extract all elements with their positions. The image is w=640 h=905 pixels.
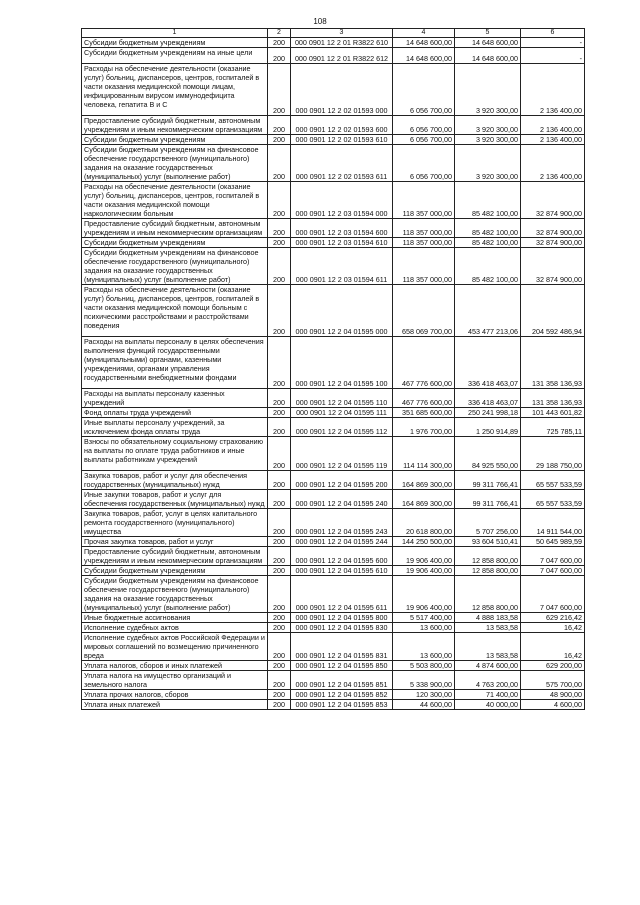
row-code: 200 bbox=[268, 613, 291, 623]
row-code: 200 bbox=[268, 116, 291, 135]
row-name: Расходы на выплаты персоналу в целях обеспечения выполнения функций государственными (муниципальными) органами, казенными учреждениями, органами управления государственными внебюджетными фондами bbox=[82, 337, 268, 389]
row-name: Предоставление субсидий бюджетным, автономным учреждениям и иным некоммерческим организациям bbox=[82, 547, 268, 566]
row-executed-amount: 85 482 100,00 bbox=[455, 219, 521, 238]
row-code: 200 bbox=[268, 408, 291, 418]
row-budget-code: 000 0901 12 2 04 01595 111 bbox=[291, 408, 393, 418]
row-unexecuted-amount: 7 047 600,00 bbox=[521, 576, 585, 613]
table-row bbox=[82, 576, 585, 613]
row-name: Взносы по обязательному социальному страхованию на выплаты по оплате труда работников и иные выплаты работникам учреждений bbox=[82, 437, 268, 471]
row-name: Субсидии бюджетным учреждениям bbox=[82, 38, 268, 48]
row-name: Субсидии бюджетным учреждениям bbox=[82, 135, 268, 145]
row-executed-amount: 3 920 300,00 bbox=[455, 64, 521, 116]
row-code: 200 bbox=[268, 145, 291, 182]
row-budget-code: 000 0901 12 2 02 01593 000 bbox=[291, 64, 393, 116]
table-row bbox=[82, 537, 585, 547]
row-executed-amount: 4 888 183,58 bbox=[455, 613, 521, 623]
row-name: Субсидии бюджетным учреждениям на финансовое обеспечение государственного (муниципального) задания на оказание государственных (муниципальных) услуг (выполнение работ) bbox=[82, 248, 268, 285]
table-row bbox=[82, 219, 585, 238]
column-header: 1 bbox=[82, 29, 268, 38]
table-row bbox=[82, 700, 585, 710]
table-row bbox=[82, 337, 585, 389]
column-header: 4 bbox=[393, 29, 455, 38]
row-code: 200 bbox=[268, 285, 291, 337]
row-budget-code: 000 0901 12 2 04 01595 610 bbox=[291, 566, 393, 576]
row-planned-amount: 118 357 000,00 bbox=[393, 238, 455, 248]
row-budget-code: 000 0901 12 2 03 01594 600 bbox=[291, 219, 393, 238]
row-budget-code: 000 0901 12 2 04 01595 240 bbox=[291, 490, 393, 509]
row-executed-amount: 3 920 300,00 bbox=[455, 145, 521, 182]
row-name: Расходы на обеспечение деятельности (оказание услуг) больниц, диспансеров, центров, госпиталей в части оказания медицинской помощи больным с психическими расстройствами и расстройствами поведения bbox=[82, 285, 268, 337]
row-planned-amount: 20 618 800,00 bbox=[393, 509, 455, 537]
row-unexecuted-amount: 16,42 bbox=[521, 633, 585, 661]
row-budget-code: 000 0901 12 2 04 01595 244 bbox=[291, 537, 393, 547]
row-planned-amount: 19 906 400,00 bbox=[393, 576, 455, 613]
row-planned-amount: 118 357 000,00 bbox=[393, 248, 455, 285]
table-row bbox=[82, 661, 585, 671]
row-budget-code: 000 0901 12 2 04 01595 100 bbox=[291, 337, 393, 389]
row-name: Иные бюджетные ассигнования bbox=[82, 613, 268, 623]
row-planned-amount: 13 600,00 bbox=[393, 633, 455, 661]
row-executed-amount: 93 604 510,41 bbox=[455, 537, 521, 547]
row-budget-code: 000 0901 12 2 01 R3822 612 bbox=[291, 48, 393, 64]
row-executed-amount: 40 000,00 bbox=[455, 700, 521, 710]
row-name: Субсидии бюджетным учреждениям bbox=[82, 238, 268, 248]
row-unexecuted-amount: 2 136 400,00 bbox=[521, 116, 585, 135]
table-row bbox=[82, 285, 585, 337]
row-name: Фонд оплаты труда учреждений bbox=[82, 408, 268, 418]
row-budget-code: 000 0901 12 2 04 01595 800 bbox=[291, 613, 393, 623]
budget-execution-table bbox=[81, 28, 585, 710]
row-unexecuted-amount: 101 443 601,82 bbox=[521, 408, 585, 418]
row-planned-amount: 467 776 600,00 bbox=[393, 337, 455, 389]
page-number: 108 bbox=[313, 17, 327, 26]
row-unexecuted-amount: 7 047 600,00 bbox=[521, 566, 585, 576]
column-number-row bbox=[82, 29, 585, 38]
row-executed-amount: 12 858 800,00 bbox=[455, 547, 521, 566]
row-executed-amount: 3 920 300,00 bbox=[455, 135, 521, 145]
row-budget-code: 000 0901 12 2 04 01595 850 bbox=[291, 661, 393, 671]
row-unexecuted-amount: 7 047 600,00 bbox=[521, 547, 585, 566]
row-budget-code: 000 0901 12 2 03 01594 610 bbox=[291, 238, 393, 248]
row-name: Субсидии бюджетным учреждениям на финансовое обеспечение государственного (муниципального) задания на оказание государственных (муниципальных) услуг (выполнение работ) bbox=[82, 576, 268, 613]
row-planned-amount: 658 069 700,00 bbox=[393, 285, 455, 337]
row-code: 200 bbox=[268, 389, 291, 408]
row-code: 200 bbox=[268, 64, 291, 116]
row-planned-amount: 5 338 900,00 bbox=[393, 671, 455, 690]
table-row bbox=[82, 471, 585, 490]
row-budget-code: 000 0901 12 2 02 01593 600 bbox=[291, 116, 393, 135]
row-planned-amount: 118 357 000,00 bbox=[393, 182, 455, 219]
row-planned-amount: 19 906 400,00 bbox=[393, 566, 455, 576]
table-row bbox=[82, 671, 585, 690]
row-unexecuted-amount: 32 874 900,00 bbox=[521, 219, 585, 238]
row-planned-amount: 19 906 400,00 bbox=[393, 547, 455, 566]
row-executed-amount: 13 583,58 bbox=[455, 633, 521, 661]
row-planned-amount: 5 503 800,00 bbox=[393, 661, 455, 671]
column-header: 6 bbox=[521, 29, 585, 38]
row-planned-amount: 351 685 600,00 bbox=[393, 408, 455, 418]
row-planned-amount: 6 056 700,00 bbox=[393, 116, 455, 135]
row-unexecuted-amount: 131 358 136,93 bbox=[521, 389, 585, 408]
table-row bbox=[82, 64, 585, 116]
row-code: 200 bbox=[268, 48, 291, 64]
row-planned-amount: 164 869 300,00 bbox=[393, 471, 455, 490]
table-row bbox=[82, 613, 585, 623]
row-code: 200 bbox=[268, 437, 291, 471]
row-code: 200 bbox=[268, 576, 291, 613]
row-code: 200 bbox=[268, 182, 291, 219]
row-planned-amount: 14 648 600,00 bbox=[393, 38, 455, 48]
row-name: Уплата налогов, сборов и иных платежей bbox=[82, 661, 268, 671]
table-row bbox=[82, 238, 585, 248]
row-budget-code: 000 0901 12 2 04 01595 243 bbox=[291, 509, 393, 537]
row-planned-amount: 13 600,00 bbox=[393, 623, 455, 633]
row-unexecuted-amount: 65 557 533,59 bbox=[521, 490, 585, 509]
row-executed-amount: 453 477 213,06 bbox=[455, 285, 521, 337]
row-unexecuted-amount: 725 785,11 bbox=[521, 418, 585, 437]
row-executed-amount: 85 482 100,00 bbox=[455, 238, 521, 248]
row-budget-code: 000 0901 12 2 04 01595 851 bbox=[291, 671, 393, 690]
row-budget-code: 000 0901 12 2 04 01595 600 bbox=[291, 547, 393, 566]
row-code: 200 bbox=[268, 700, 291, 710]
row-unexecuted-amount: 629 216,42 bbox=[521, 613, 585, 623]
row-unexecuted-amount: 65 557 533,59 bbox=[521, 471, 585, 490]
row-executed-amount: 13 583,58 bbox=[455, 623, 521, 633]
row-budget-code: 000 0901 12 2 04 01595 112 bbox=[291, 418, 393, 437]
row-executed-amount: 84 925 550,00 bbox=[455, 437, 521, 471]
row-code: 200 bbox=[268, 38, 291, 48]
row-name: Предоставление субсидий бюджетным, автономным учреждениям и иным некоммерческим организациям bbox=[82, 219, 268, 238]
row-budget-code: 000 0901 12 2 02 01593 610 bbox=[291, 135, 393, 145]
table-row bbox=[82, 690, 585, 700]
row-code: 200 bbox=[268, 490, 291, 509]
table-row bbox=[82, 509, 585, 537]
row-name: Иные выплаты персоналу учреждений, за исключением фонда оплаты труда bbox=[82, 418, 268, 437]
row-code: 200 bbox=[268, 418, 291, 437]
row-name: Субсидии бюджетным учреждениям на финансовое обеспечение государственного (муниципального) задания на оказание государственных (муниципальных) услуг (выполнение работ) bbox=[82, 145, 268, 182]
row-unexecuted-amount: 29 188 750,00 bbox=[521, 437, 585, 471]
row-code: 200 bbox=[268, 238, 291, 248]
row-executed-amount: 99 311 766,41 bbox=[455, 471, 521, 490]
row-budget-code: 000 0901 12 2 04 01595 119 bbox=[291, 437, 393, 471]
row-planned-amount: 144 250 500,00 bbox=[393, 537, 455, 547]
row-planned-amount: 118 357 000,00 bbox=[393, 219, 455, 238]
row-name: Расходы на обеспечение деятельности (оказание услуг) больниц, диспансеров, центров, госпиталей в части оказания медицинской помощи лицам, инфицированным вирусом иммунодефицита человека, гепатита В и С bbox=[82, 64, 268, 116]
row-budget-code: 000 0901 12 2 04 01595 852 bbox=[291, 690, 393, 700]
row-unexecuted-amount: 131 358 136,93 bbox=[521, 337, 585, 389]
row-planned-amount: 6 056 700,00 bbox=[393, 64, 455, 116]
row-planned-amount: 44 600,00 bbox=[393, 700, 455, 710]
row-budget-code: 000 0901 12 2 04 01595 200 bbox=[291, 471, 393, 490]
row-executed-amount: 4 763 200,00 bbox=[455, 671, 521, 690]
row-unexecuted-amount: 32 874 900,00 bbox=[521, 248, 585, 285]
row-unexecuted-amount: 2 136 400,00 bbox=[521, 145, 585, 182]
row-unexecuted-amount: 575 700,00 bbox=[521, 671, 585, 690]
row-budget-code: 000 0901 12 2 04 01595 110 bbox=[291, 389, 393, 408]
row-name: Исполнение судебных актов Российской Федерации и мировых соглашений по возмещению причиненного вреда bbox=[82, 633, 268, 661]
row-name: Уплата налога на имущество организаций и земельного налога bbox=[82, 671, 268, 690]
table-row bbox=[82, 116, 585, 135]
row-name: Расходы на обеспечение деятельности (оказание услуг) больниц, диспансеров, центров, госпиталей в части оказания медицинской помощи наркологическим больным bbox=[82, 182, 268, 219]
row-name: Исполнение судебных актов bbox=[82, 623, 268, 633]
row-unexecuted-amount: 2 136 400,00 bbox=[521, 135, 585, 145]
table-row bbox=[82, 182, 585, 219]
row-code: 200 bbox=[268, 248, 291, 285]
row-unexecuted-amount: 14 911 544,00 bbox=[521, 509, 585, 537]
row-code: 200 bbox=[268, 566, 291, 576]
row-budget-code: 000 0901 12 2 03 01594 000 bbox=[291, 182, 393, 219]
table-row bbox=[82, 437, 585, 471]
row-unexecuted-amount: 32 874 900,00 bbox=[521, 238, 585, 248]
row-unexecuted-amount: 2 136 400,00 bbox=[521, 64, 585, 116]
row-executed-amount: 4 874 600,00 bbox=[455, 661, 521, 671]
table-row bbox=[82, 135, 585, 145]
row-planned-amount: 6 056 700,00 bbox=[393, 145, 455, 182]
row-budget-code: 000 0901 12 2 04 01595 831 bbox=[291, 633, 393, 661]
row-planned-amount: 5 517 400,00 bbox=[393, 613, 455, 623]
row-executed-amount: 5 707 256,00 bbox=[455, 509, 521, 537]
row-name: Субсидии бюджетным учреждениям на иные цели bbox=[82, 48, 268, 64]
table-row bbox=[82, 547, 585, 566]
row-planned-amount: 164 869 300,00 bbox=[393, 490, 455, 509]
row-unexecuted-amount: 50 645 989,59 bbox=[521, 537, 585, 547]
row-name: Расходы на выплаты персоналу казенных учреждений bbox=[82, 389, 268, 408]
row-unexecuted-amount: 32 874 900,00 bbox=[521, 182, 585, 219]
row-planned-amount: 1 976 700,00 bbox=[393, 418, 455, 437]
row-name: Закупка товаров, работ, услуг в целях капитального ремонта государственного (муниципального) имущества bbox=[82, 509, 268, 537]
row-planned-amount: 6 056 700,00 bbox=[393, 135, 455, 145]
table-row bbox=[82, 623, 585, 633]
row-code: 200 bbox=[268, 633, 291, 661]
table-row bbox=[82, 566, 585, 576]
row-budget-code: 000 0901 12 2 04 01595 830 bbox=[291, 623, 393, 633]
table-row bbox=[82, 389, 585, 408]
row-code: 200 bbox=[268, 509, 291, 537]
column-header: 2 bbox=[268, 29, 291, 38]
row-executed-amount: 336 418 463,07 bbox=[455, 389, 521, 408]
row-name: Уплата прочих налогов, сборов bbox=[82, 690, 268, 700]
row-unexecuted-amount: - bbox=[521, 48, 585, 64]
row-code: 200 bbox=[268, 671, 291, 690]
table-row bbox=[82, 38, 585, 48]
table-row bbox=[82, 48, 585, 64]
table-row bbox=[82, 408, 585, 418]
row-executed-amount: 12 858 800,00 bbox=[455, 576, 521, 613]
row-name: Прочая закупка товаров, работ и услуг bbox=[82, 537, 268, 547]
row-unexecuted-amount: 48 900,00 bbox=[521, 690, 585, 700]
row-name: Иные закупки товаров, работ и услуг для обеспечения государственных (муниципальных) нужд bbox=[82, 490, 268, 509]
table-row bbox=[82, 248, 585, 285]
row-code: 200 bbox=[268, 135, 291, 145]
table-row bbox=[82, 145, 585, 182]
row-executed-amount: 99 311 766,41 bbox=[455, 490, 521, 509]
row-planned-amount: 114 114 300,00 bbox=[393, 437, 455, 471]
row-budget-code: 000 0901 12 2 04 01595 611 bbox=[291, 576, 393, 613]
row-executed-amount: 85 482 100,00 bbox=[455, 182, 521, 219]
row-name: Закупка товаров, работ и услуг для обеспечения государственных (муниципальных) нужд bbox=[82, 471, 268, 490]
row-budget-code: 000 0901 12 2 04 01595 853 bbox=[291, 700, 393, 710]
row-code: 200 bbox=[268, 219, 291, 238]
row-budget-code: 000 0901 12 2 04 01595 000 bbox=[291, 285, 393, 337]
row-name: Уплата иных платежей bbox=[82, 700, 268, 710]
row-code: 200 bbox=[268, 537, 291, 547]
row-executed-amount: 14 648 600,00 bbox=[455, 38, 521, 48]
row-unexecuted-amount: 204 592 486,94 bbox=[521, 285, 585, 337]
table-row bbox=[82, 418, 585, 437]
row-planned-amount: 120 300,00 bbox=[393, 690, 455, 700]
row-unexecuted-amount: - bbox=[521, 38, 585, 48]
row-code: 200 bbox=[268, 471, 291, 490]
row-unexecuted-amount: 4 600,00 bbox=[521, 700, 585, 710]
row-unexecuted-amount: 629 200,00 bbox=[521, 661, 585, 671]
row-planned-amount: 467 776 600,00 bbox=[393, 389, 455, 408]
row-code: 200 bbox=[268, 337, 291, 389]
row-unexecuted-amount: 16,42 bbox=[521, 623, 585, 633]
row-budget-code: 000 0901 12 2 01 R3822 610 bbox=[291, 38, 393, 48]
row-executed-amount: 336 418 463,07 bbox=[455, 337, 521, 389]
row-executed-amount: 12 858 800,00 bbox=[455, 566, 521, 576]
row-code: 200 bbox=[268, 690, 291, 700]
row-code: 200 bbox=[268, 661, 291, 671]
row-name: Субсидии бюджетным учреждениям bbox=[82, 566, 268, 576]
row-code: 200 bbox=[268, 547, 291, 566]
row-code: 200 bbox=[268, 623, 291, 633]
row-executed-amount: 1 250 914,89 bbox=[455, 418, 521, 437]
row-executed-amount: 14 648 600,00 bbox=[455, 48, 521, 64]
row-executed-amount: 250 241 998,18 bbox=[455, 408, 521, 418]
table-row bbox=[82, 490, 585, 509]
row-budget-code: 000 0901 12 2 03 01594 611 bbox=[291, 248, 393, 285]
row-executed-amount: 3 920 300,00 bbox=[455, 116, 521, 135]
column-header: 3 bbox=[291, 29, 393, 38]
row-name: Предоставление субсидий бюджетным, автономным учреждениям и иным некоммерческим организациям bbox=[82, 116, 268, 135]
column-header: 5 bbox=[455, 29, 521, 38]
row-executed-amount: 85 482 100,00 bbox=[455, 248, 521, 285]
row-budget-code: 000 0901 12 2 02 01593 611 bbox=[291, 145, 393, 182]
row-executed-amount: 71 400,00 bbox=[455, 690, 521, 700]
row-planned-amount: 14 648 600,00 bbox=[393, 48, 455, 64]
table-row bbox=[82, 633, 585, 661]
